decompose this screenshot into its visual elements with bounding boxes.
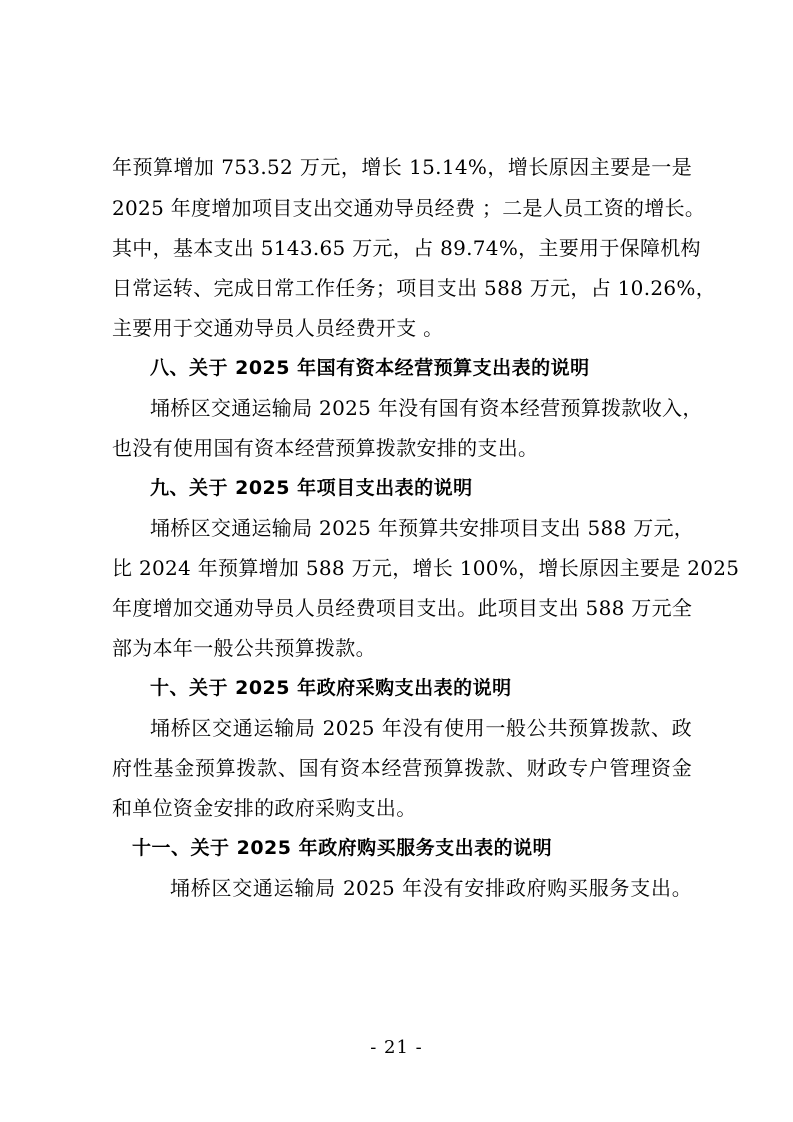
paragraph-line: 其中，基本支出 5143.65 万元，占 89.74%，主要用于保障机构 xyxy=(112,236,701,260)
paragraph-line: 埇桥区交通运输局 2025 年没有安排政府购买服务支出。 xyxy=(170,876,692,900)
paragraph-line: 2025 年度增加项目支出交通劝导员经费 ；二是人员工资的增长。 xyxy=(112,196,706,220)
paragraph-line: 主要用于交通劝导员人员经费开支 。 xyxy=(112,316,444,340)
paragraph-line: 比 2024 年预算增加 588 万元，增长 100%，增长原因主要是 2025 xyxy=(112,556,740,580)
paragraph-line: 埇桥区交通运输局 2025 年没有国有资本经营预算拨款收入， xyxy=(150,396,703,420)
paragraph-line: 年预算增加 753.52 万元，增长 15.14%，增长原因主要是一是 xyxy=(112,155,692,179)
section-heading-10: 十、关于 2025 年政府采购支出表的说明 xyxy=(150,677,512,699)
section-heading-11: 十一、关于 2025 年政府购买服务支出表的说明 xyxy=(132,837,553,859)
paragraph-line: 日常运转、完成日常工作任务；项目支出 588 万元，占 10.26%， xyxy=(112,276,717,300)
page-number: - 21 - xyxy=(370,1037,423,1058)
paragraph-line: 也没有使用国有资本经营预算拨款安排的支出。 xyxy=(112,436,539,460)
paragraph-line: 府性基金预算拨款、国有资本经营预算拨款、财政专户管理资金 xyxy=(112,756,692,780)
paragraph-line: 埇桥区交通运输局 2025 年没有使用一般公共预算拨款、政 xyxy=(150,716,692,740)
paragraph-line: 年度增加交通劝导员人员经费项目支出。此项目支出 588 万元全 xyxy=(112,596,693,620)
paragraph-line: 和单位资金安排的政府采购支出。 xyxy=(112,796,417,820)
section-heading-8: 八、关于 2025 年国有资本经营预算支出表的说明 xyxy=(150,357,590,379)
paragraph-line: 部为本年一般公共预算拨款。 xyxy=(112,636,376,660)
paragraph-line: 埇桥区交通运输局 2025 年预算共安排项目支出 588 万元， xyxy=(150,516,695,540)
section-heading-9: 九、关于 2025 年项目支出表的说明 xyxy=(150,477,473,499)
